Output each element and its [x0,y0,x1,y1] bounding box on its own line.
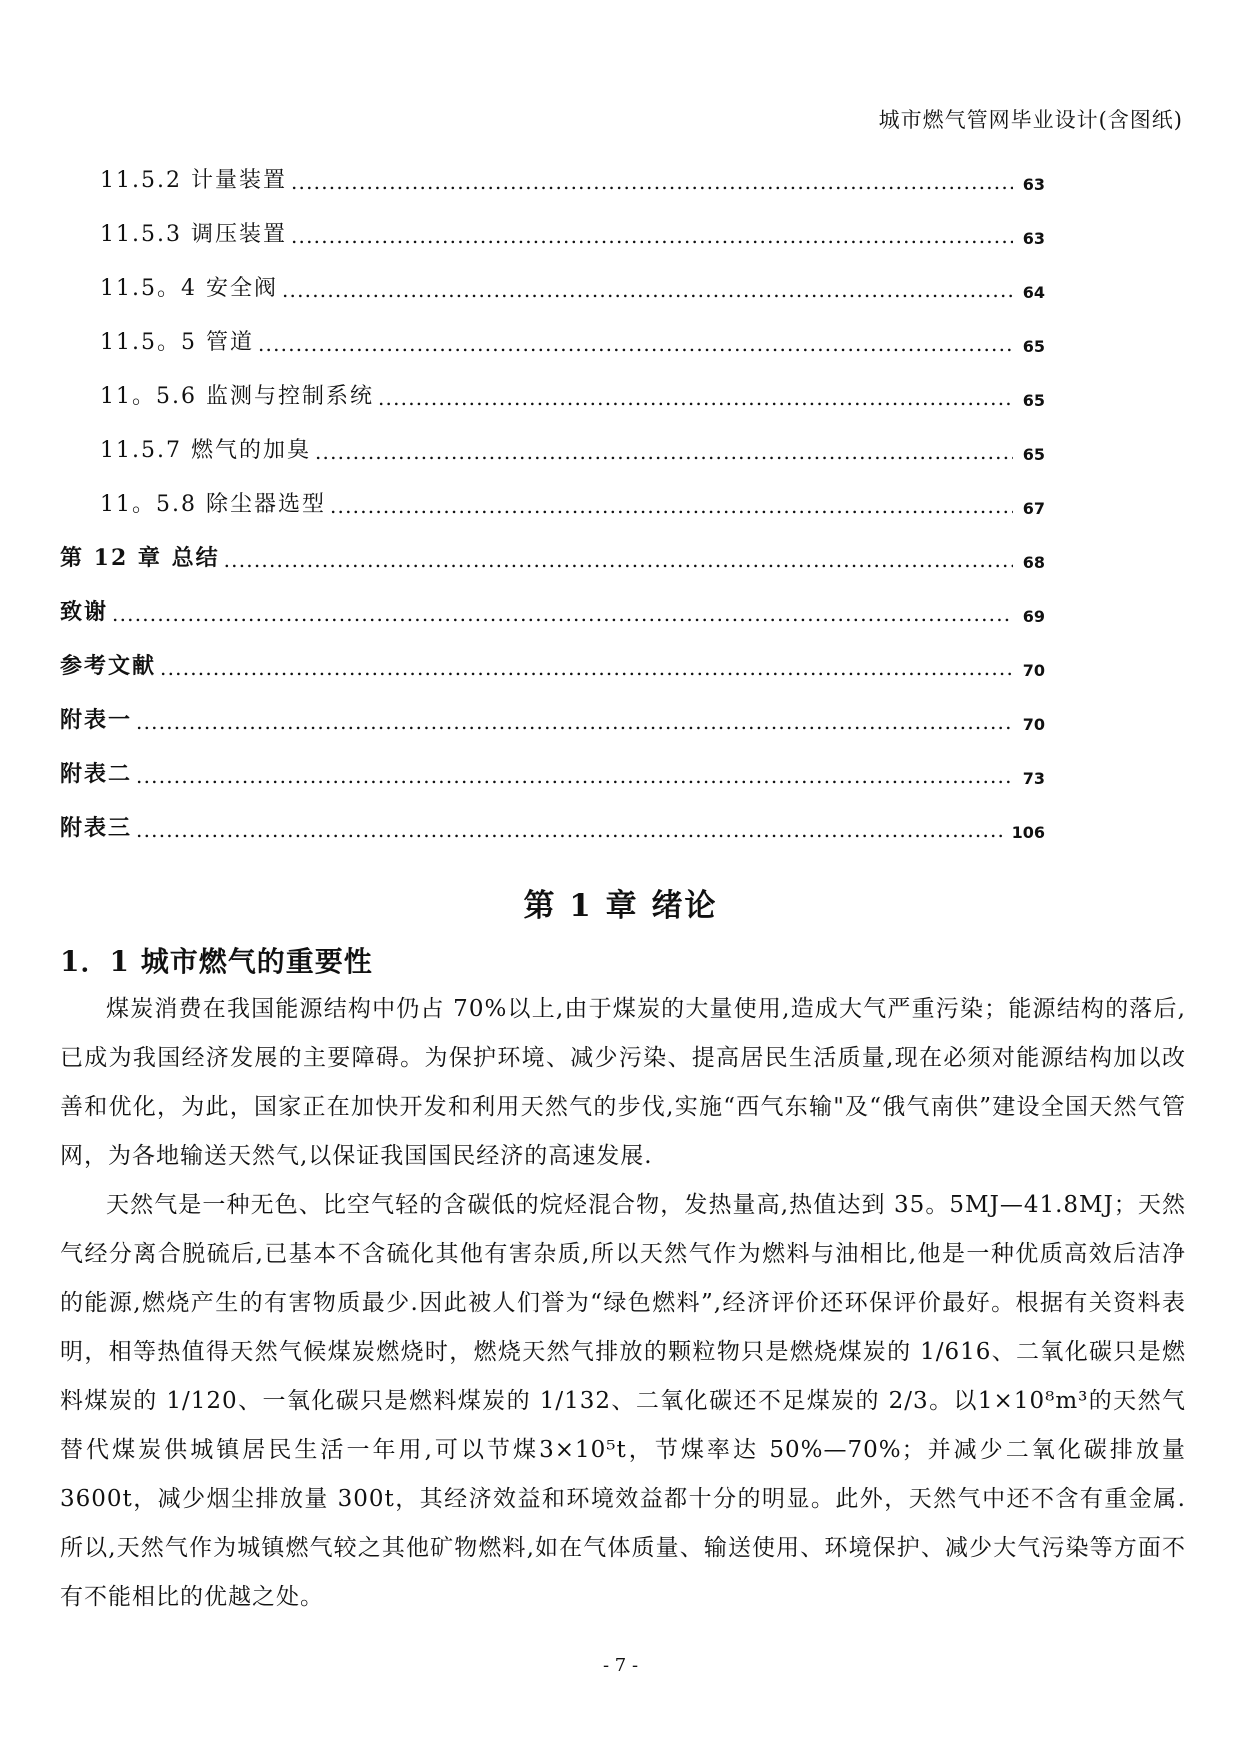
toc-entry-page: 70 [1022,661,1045,680]
toc-entry-title: 附表三 [60,815,133,841]
toc-entry [60,464,1045,518]
toc-entry-title: 11。5.6 监测与控制系统 [100,384,374,409]
toc-entry [60,194,1045,248]
toc-entry-page: 63 [1022,175,1045,194]
toc-entry [60,356,1045,410]
toc-entry-title: 第 12 章 总结 [60,545,220,571]
toc-entry-page: 65 [1022,337,1045,356]
toc-entry-title: 致谢 [60,599,109,625]
toc-entry-page: 63 [1022,229,1045,248]
toc-leader-dots [315,440,1013,464]
toc-entry-page: 69 [1022,607,1045,626]
toc-leader-dots [291,170,1013,194]
toc-entry [60,734,1045,788]
toc-entry-title: 参考文献 [60,653,157,679]
paragraph: 煤炭消费在我国能源结构中仍占 70%以上,由于煤炭的大量使用,造成大气严重污染；能源结构的落后,已成为我国经济发展的主要障碍。为保护环境、减少污染、提高居民生活质量,现在必须对能源结构加以改善和优化，为此，国家正在加快开发和利用天然气的步伐,实施“西气东输"及“俄气南供”建设全国天然气管网，为各地输送天然气,以保证我国国民经济的高速发展. [60,996,1186,1169]
toc-entry [60,572,1045,626]
toc-entry [60,302,1045,356]
toc-leader-dots [136,764,1013,788]
toc-entry [60,626,1045,680]
toc-entry [60,410,1045,464]
chapter-title: 第 1 章 绪论 [523,888,718,924]
toc-entry-page: 65 [1022,445,1045,464]
toc-entry-title: 11.5.7 燃气的加臭 [100,438,311,463]
toc-leader-dots [258,332,1013,356]
toc-leader-dots [136,710,1013,734]
toc-entry-page: 73 [1022,769,1045,788]
toc-entry-title: 11。5.8 除尘器选型 [100,492,326,517]
toc-leader-dots [330,494,1013,518]
toc-entry [60,140,1045,194]
toc-entry-page: 67 [1022,499,1045,518]
toc-entry-title: 11.5.3 调压装置 [100,222,287,247]
toc-leader-dots [282,278,1013,302]
toc-entry-page: 65 [1022,391,1045,410]
page-number: - 7 - [602,1655,639,1676]
toc-leader-dots [112,602,1013,626]
running-header: 城市燃气管网毕业设计(含图纸) [878,108,1183,132]
toc-leader-dots [224,548,1013,572]
toc-entry-page: 68 [1022,553,1045,572]
toc-entry-title: 11.5.2 计量装置 [100,168,287,193]
toc-leader-dots [136,818,1002,842]
toc-entry [60,248,1045,302]
toc-leader-dots [160,656,1013,680]
section-title: 1．1 城市燃气的重要性 [60,945,373,978]
toc-entry-title: 11.5。5 管道 [100,330,254,355]
toc-entry-page: 70 [1022,715,1045,734]
toc-entry-title: 附表一 [60,707,133,733]
table-of-contents [60,140,1045,842]
paragraph: 天然气是一种无色、比空气轻的含碳低的烷烃混合物，发热量高,热值达到 35。5MJ—41.8MJ；天然气经分离合脱硫后,已基本不含硫化其他有害杂质,所以天然气作为燃料与油相比,他是一种优质高效后洁净的能源,燃烧产生的有害物质最少.因此被人们誉为“绿色燃料”,经济评价还环保评价最好。根据有关资料表明，相等热值得天然气候煤炭燃烧时，燃烧天然气排放的颗粒物只是燃烧煤炭的 1/616、二氧化碳只是燃料煤炭的 1/120、一氧化碳只是燃料煤炭的 1/132、二氧化碳还不足煤炭的 2/3。以1×10⁸m³的天然气替代煤炭供城镇居民生活一年用,可以节煤3×10⁵t，节煤率达 50%—70%；并减少二氧化碳排放量 3600t，减少烟尘排放量 300t，其经济效益和环境效益都十分的明显。此外，天然气中还不含有重金属.所以,天然气作为城镇燃气较之其他矿物燃料,如在气体质量、输送使用、环境保护、减少大气污染等方面不有不能相比的优越之处。 [60,1192,1186,1610]
toc-leader-dots [378,386,1013,410]
body-text [60,985,1186,1622]
toc-entry-page: 106 [1011,823,1045,842]
toc-entry-title: 11.5。4 安全阀 [100,276,278,301]
toc-entry-page: 64 [1022,283,1045,302]
toc-entry [60,680,1045,734]
toc-entry [60,518,1045,572]
toc-entry-title: 附表二 [60,761,133,787]
toc-entry [60,788,1045,842]
toc-leader-dots [291,224,1013,248]
